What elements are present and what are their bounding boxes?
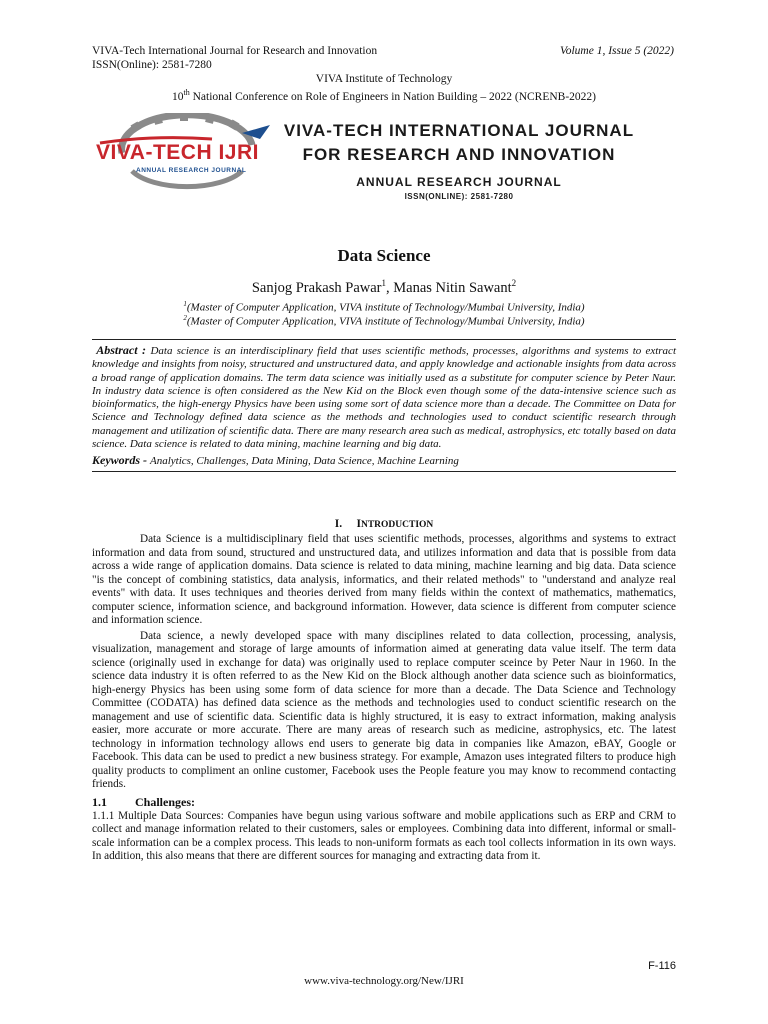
banner-line1: VIVA-TECH INTERNATIONAL JOURNAL [283,121,635,140]
journal-logo [92,113,282,193]
header-institute: VIVA Institute of Technology [315,73,453,85]
abstract-text: Data science is an interdisciplinary field that uses scientific methods, processes, algorithms and systems to extract knowledge and insights from noisy, structured and unstructured data, and apply knowledge and actionable insights from data across a broad range of application domains. The term data science was initially used as a substitute for computer science by Peter Naur. In industry data science is often considered as the New Kid on the Block even though some of the data-intensive science such as bioinformatics, the high-energy Physics have been using some sort of data science more than a decade. The Committee on Data for Science and Technology defined data science as the methods and technologies used to conduct scientific research through management and utilization of scientific data. There are many research area such as medical, astrophysics, etc totally based on data science. Data science is related to data mining, machine learning and big data. [92,345,676,451]
affiliation-1: $^1$(Master of Computer Application, VIVA institute of Technology/Mumbai University, India) [183,300,585,314]
introduction-body [92,533,676,864]
logo-text: VIVA-TECH IJRI [96,141,259,164]
keywords-label: Keywords - [92,453,150,468]
keywords-text: Analytics, Challenges, Data Mining, Data Science, Machine Learning [150,455,459,468]
banner-line2: FOR RESEARCH AND INNOVATION [302,145,616,164]
banner-issn: ISSN(ONLINE): 2581-7280 [404,192,514,201]
abstract-box [92,339,676,472]
header-conference: 10th National Conference on Role of Engineers in Nation Building – 2022 (NCRENB-2022) [172,88,596,103]
footer-url: www.viva-technology.org/New/IJRI [304,975,464,987]
banner-line3: ANNUAL RESEARCH JOURNAL [356,175,562,189]
intro-paragraph-1: Data Science is a multidisciplinary field that uses scientific methods, processes, algorithms and systems to extract information and data from sound, structured and unstructured data, and utilizes information and data that is possible from data across a wide range of application domains. Data science is related to data mining, machine learning and big data. Data science "is the concept of combining statistics, data analysis, informatics, and their related methods" to "understand and analyze real events" with data. It uses techniques and theories derived from many fields within the context of mathematics, mathematics, computer science, information science, and background information. However, data science is different from computer science and information science. [92,533,676,626]
paper-title: Data Science [337,246,431,265]
challenges-paragraph: 1.1.1 Multiple Data Sources: Companies have begun using various software and mobile applications such as ERP and CRM to collect and manage information related to their customers, sales or employees. Combining data into different, informal or small-scale information can be a complex process. This leads to non-uniform formats as each tool collects information in its own ways. In addition, this also means that there are different sources for managing and extracting data from it. [92,809,676,862]
subsection-heading-challenges: 1.1 Challenges: [92,794,195,809]
header-journal-name: VIVA-Tech International Journal for Research and Innovation [92,45,378,57]
keywords [92,453,676,468]
header-issn: ISSN(Online): 2581-7280 [92,59,212,71]
affiliation-2: $^2$(Master of Computer Application, VIVA institute of Technology/Mumbai University, India) [183,314,585,328]
abstract-label: Abstract : [96,343,151,357]
intro-paragraph-2: Data science, a newly developed space with many disciplines related to data collection, processing, analysis, visualization, management and storage of large amounts of information aimed at generating data value itself. The term data science (originally used in exchange for data) was originally used to replace computer sceince by Peter Naur in 1960. In the science data industry it is often referred to as the New Kid on the Block although another data science such as bioinformatics, high-energy Physics has been using some form of data science for more than a decade. The Data Science and Technology Committee (CODATA) has defined data science as the methods and technologies used to conduct scientific research on the management and use of scientific data. Scientific data is highly structured, it is easy to extract information, making analysis easier, more accurate or more accurate. There are many areas of research such as medicine, astrophysics, etc. The latest technology in information technology allows end users to generate big data in companies like Amazon, eBAY, Google or Facebook. This data can be used to predict a new business strategy. For example, Amazon uses integrated filters to produce high quality products to compliment an online customer, Facebook uses the People feature you may know to recommend contacting friends. [92,629,676,790]
page-number: F-116 [648,960,676,972]
logo-subtitle: ANNUAL RESEARCH JOURNAL [136,167,247,174]
paper-authors: Sanjog Prakash Pawar$^1$, Manas Nitin Sawant$^2$ [251,278,517,296]
section-heading-introduction: I. INTRODUCTION [334,518,434,530]
header-volume: Volume 1, Issue 5 (2022) [559,45,674,57]
abstract [92,344,676,451]
